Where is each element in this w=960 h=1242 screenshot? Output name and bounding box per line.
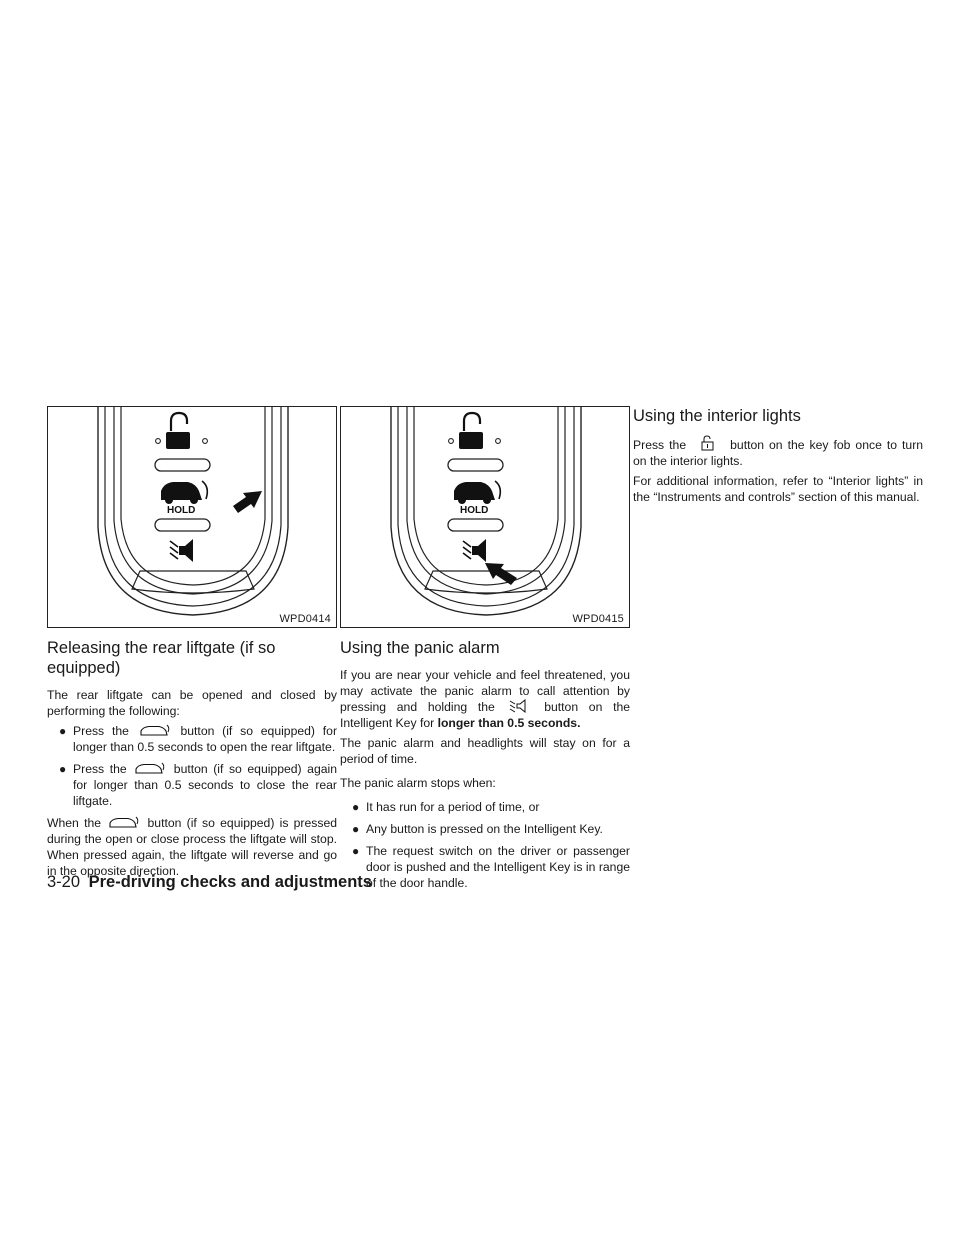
key-fob-illustration xyxy=(341,407,630,628)
liftgate-note: When the button (if so equipped) is pressed during the open or close process the liftgate will stop. When pressed again, the liftgate will reverse and go in the opposite direction. xyxy=(47,816,338,878)
liftgate-button-icon xyxy=(134,761,166,775)
list-item: ● The request switch on the driver or passenger door is pushed and the Intelligent Key is in range of the door handle. xyxy=(352,844,630,890)
list-item: ● It has run for a period of time, or xyxy=(352,800,540,814)
bullet-icon: ● xyxy=(59,762,67,776)
figure-key-fob-panic xyxy=(340,406,630,628)
column-panic-alarm xyxy=(340,406,630,897)
bullet-icon: ● xyxy=(352,844,360,858)
page-footer xyxy=(47,873,372,892)
section-title-interior: Using the interior lights xyxy=(633,407,801,425)
liftgate-button-icon xyxy=(139,723,171,737)
column-interior-lights xyxy=(633,406,923,509)
section-title-panic: Using the panic alarm xyxy=(340,639,500,657)
svg-text:HOLD: HOLD xyxy=(167,505,196,516)
unlock-button-icon xyxy=(693,435,723,451)
bullet-icon: ● xyxy=(59,724,67,738)
liftgate-button-icon xyxy=(108,815,140,829)
panic-stop-conditions xyxy=(340,799,630,891)
list-item: ● Any button is pressed on the Intelligent Key. xyxy=(352,822,603,836)
section-title-liftgate: Releasing the rear liftgate (if so equipped) xyxy=(47,639,276,677)
key-fob-illustration xyxy=(48,407,337,628)
liftgate-intro: The rear liftgate can be opened and closed by performing the following: xyxy=(47,688,337,718)
page-number: 3-20 xyxy=(47,873,81,891)
panic-intro: If you are near your vehicle and feel threatened, you may activate the panic alarm to call attention by pressing and holding the button on the Intelligent Key for longer than 0.5 seconds. xyxy=(340,668,631,730)
interior-instruction: Press the button on the key fob once to turn on the interior lights. xyxy=(633,435,923,469)
panic-stops-intro: The panic alarm stops when: xyxy=(340,776,496,790)
column-liftgate xyxy=(47,406,337,883)
liftgate-steps xyxy=(47,723,337,809)
figure-key-fob-liftgate xyxy=(47,406,337,628)
figure-code: WPD0415 xyxy=(572,613,624,625)
bullet-icon: ● xyxy=(352,822,360,836)
bullet-icon: ● xyxy=(352,800,360,814)
section-name: Pre-driving checks and adjustments xyxy=(88,873,372,891)
figure-code: WPD0414 xyxy=(279,613,331,625)
panic-duration: The panic alarm and headlights will stay on for a period of time. xyxy=(340,736,630,766)
list-item: ● Press the button (if so equipped) again for longer than 0.5 seconds to close the rear liftgate. xyxy=(59,762,337,808)
list-item: ● Press the button (if so equipped) for longer than 0.5 seconds to open the rear liftgate. xyxy=(59,724,337,754)
interior-reference: For additional information, refer to “Interior lights” in the “Instruments and controls” section of this manual. xyxy=(633,474,923,504)
panic-button-icon xyxy=(508,699,532,713)
svg-text:HOLD: HOLD xyxy=(460,505,489,516)
